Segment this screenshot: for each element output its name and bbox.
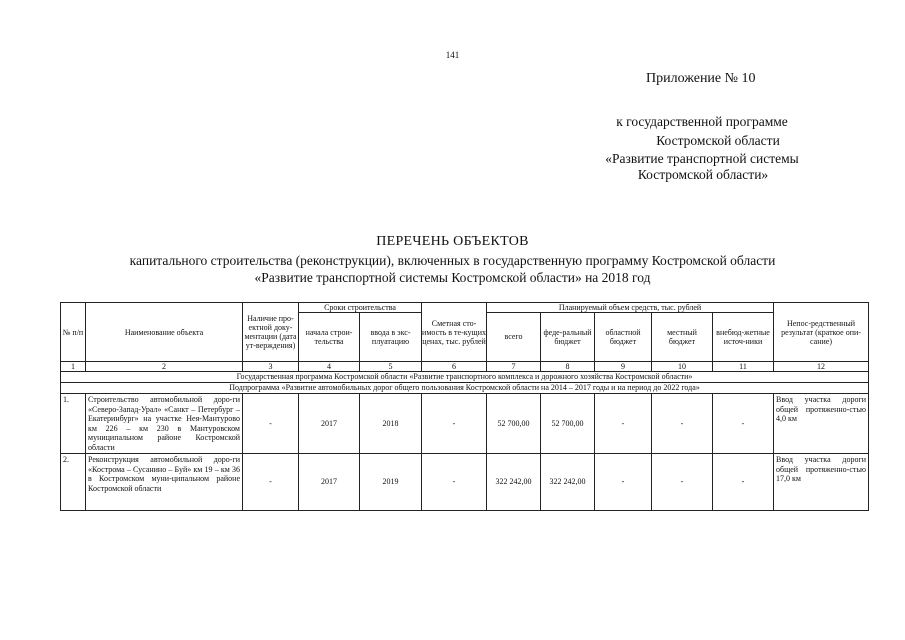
row-start: 2017 [299, 394, 360, 454]
header-name: Наименование объекта [86, 303, 243, 362]
row-federal: 52 700,00 [541, 394, 595, 454]
header-total: всего [487, 313, 541, 362]
row-regional: - [595, 394, 652, 454]
row-result: Ввод участка дороги общей протяженно-стью 4,0 км [774, 394, 869, 454]
column-number: 11 [713, 362, 774, 372]
row-federal: 322 242,00 [541, 454, 595, 511]
row-estimate: - [422, 394, 487, 454]
appendix-line-1: к государственной программе [616, 114, 788, 129]
header-result: Непос-редственный результат (краткое опи-сание) [774, 303, 869, 362]
document-subtitle-line-1: капитального строительства (реконструкции), включенных в государственную программу Костромской области [129, 253, 776, 268]
appendix-line-4: Костромской области» [637, 167, 769, 182]
table-row [61, 394, 869, 454]
appendix-title: Приложение № 10 [646, 71, 756, 86]
subprogram-title: Подпрограмма «Развитие автомобильных дорог общего пользования Костромской области на 2014 – 2017 годы и на период до 2022 года» [61, 383, 869, 394]
row-result: Ввод участка дороги общей протяженно-стью 17,0 км [774, 454, 869, 511]
header-regional: областной бюджет [595, 313, 652, 362]
row-docs: - [243, 394, 299, 454]
column-number: 1 [61, 362, 86, 372]
row-commission: 2018 [360, 394, 422, 454]
header-start: начала строи-тельства [299, 313, 360, 362]
row-name: Строительство автомобильной доро-ги «Северо-Запад-Урал» «Санкт – Петербург – Екатеринбург» на участке Нея-Мантурово км 226 – км 230 в Мантуровском муниципальном районе Костромской области [86, 394, 243, 454]
document-subtitle-line-2: «Развитие транспортной системы Костромской области» на 2018 год [254, 270, 651, 285]
row-num: 2. [61, 454, 86, 511]
row-local: - [652, 394, 713, 454]
column-number: 3 [243, 362, 299, 372]
row-regional: - [595, 454, 652, 511]
table-row [61, 454, 869, 511]
subprogram-row [61, 383, 869, 394]
column-number: 6 [422, 362, 487, 372]
column-numbers-row [61, 362, 869, 372]
column-number: 9 [595, 362, 652, 372]
row-docs: - [243, 454, 299, 511]
header-funds-group: Планируемый объем средств, тыс. рублей [487, 303, 774, 313]
row-num: 1. [61, 394, 86, 454]
header-num: № п/п [61, 303, 86, 362]
header-local: местный бюджет [652, 313, 713, 362]
column-number: 2 [86, 362, 243, 372]
header-federal: феде-ральный бюджет [541, 313, 595, 362]
column-number: 7 [487, 362, 541, 372]
header-terms-group: Сроки строительства [299, 303, 422, 313]
page-number: 141 [445, 50, 460, 60]
program-title: Государственная программа Костромской области «Развитие транспортного комплекса и дорожного хозяйства Костромской области» [61, 372, 869, 383]
header-estimate: Сметная сто-имость в те-кущих ценах, тыс. рублей [422, 303, 487, 362]
header-offbudget: внебюд-жетные источ-ники [713, 313, 774, 362]
row-estimate: - [422, 454, 487, 511]
column-number: 8 [541, 362, 595, 372]
appendix-line-2: Костромской области [656, 133, 780, 148]
objects-table-container [60, 302, 868, 511]
table-header-row-1 [61, 303, 869, 313]
column-number: 4 [299, 362, 360, 372]
appendix-line-3: «Развитие транспортной системы [605, 151, 799, 166]
document-title: ПЕРЕЧЕНЬ ОБЪЕКТОВ [376, 234, 529, 249]
column-number: 10 [652, 362, 713, 372]
row-total: 52 700,00 [487, 394, 541, 454]
row-name: Реконструкция автомобильной доро-ги «Кострома – Сусанино – Буй» км 19 – км 36 в Костромском муни-ципальном районе Костромской области [86, 454, 243, 511]
row-total: 322 242,00 [487, 454, 541, 511]
row-offbudget: - [713, 454, 774, 511]
header-docs: Наличие про-ектной доку-ментации (дата ут-верждения) [243, 303, 299, 362]
header-commission: ввода в экс-плуатацию [360, 313, 422, 362]
column-number: 12 [774, 362, 869, 372]
objects-table [60, 302, 869, 511]
row-offbudget: - [713, 394, 774, 454]
program-row [61, 372, 869, 383]
row-local: - [652, 454, 713, 511]
row-start: 2017 [299, 454, 360, 511]
row-commission: 2019 [360, 454, 422, 511]
column-number: 5 [360, 362, 422, 372]
